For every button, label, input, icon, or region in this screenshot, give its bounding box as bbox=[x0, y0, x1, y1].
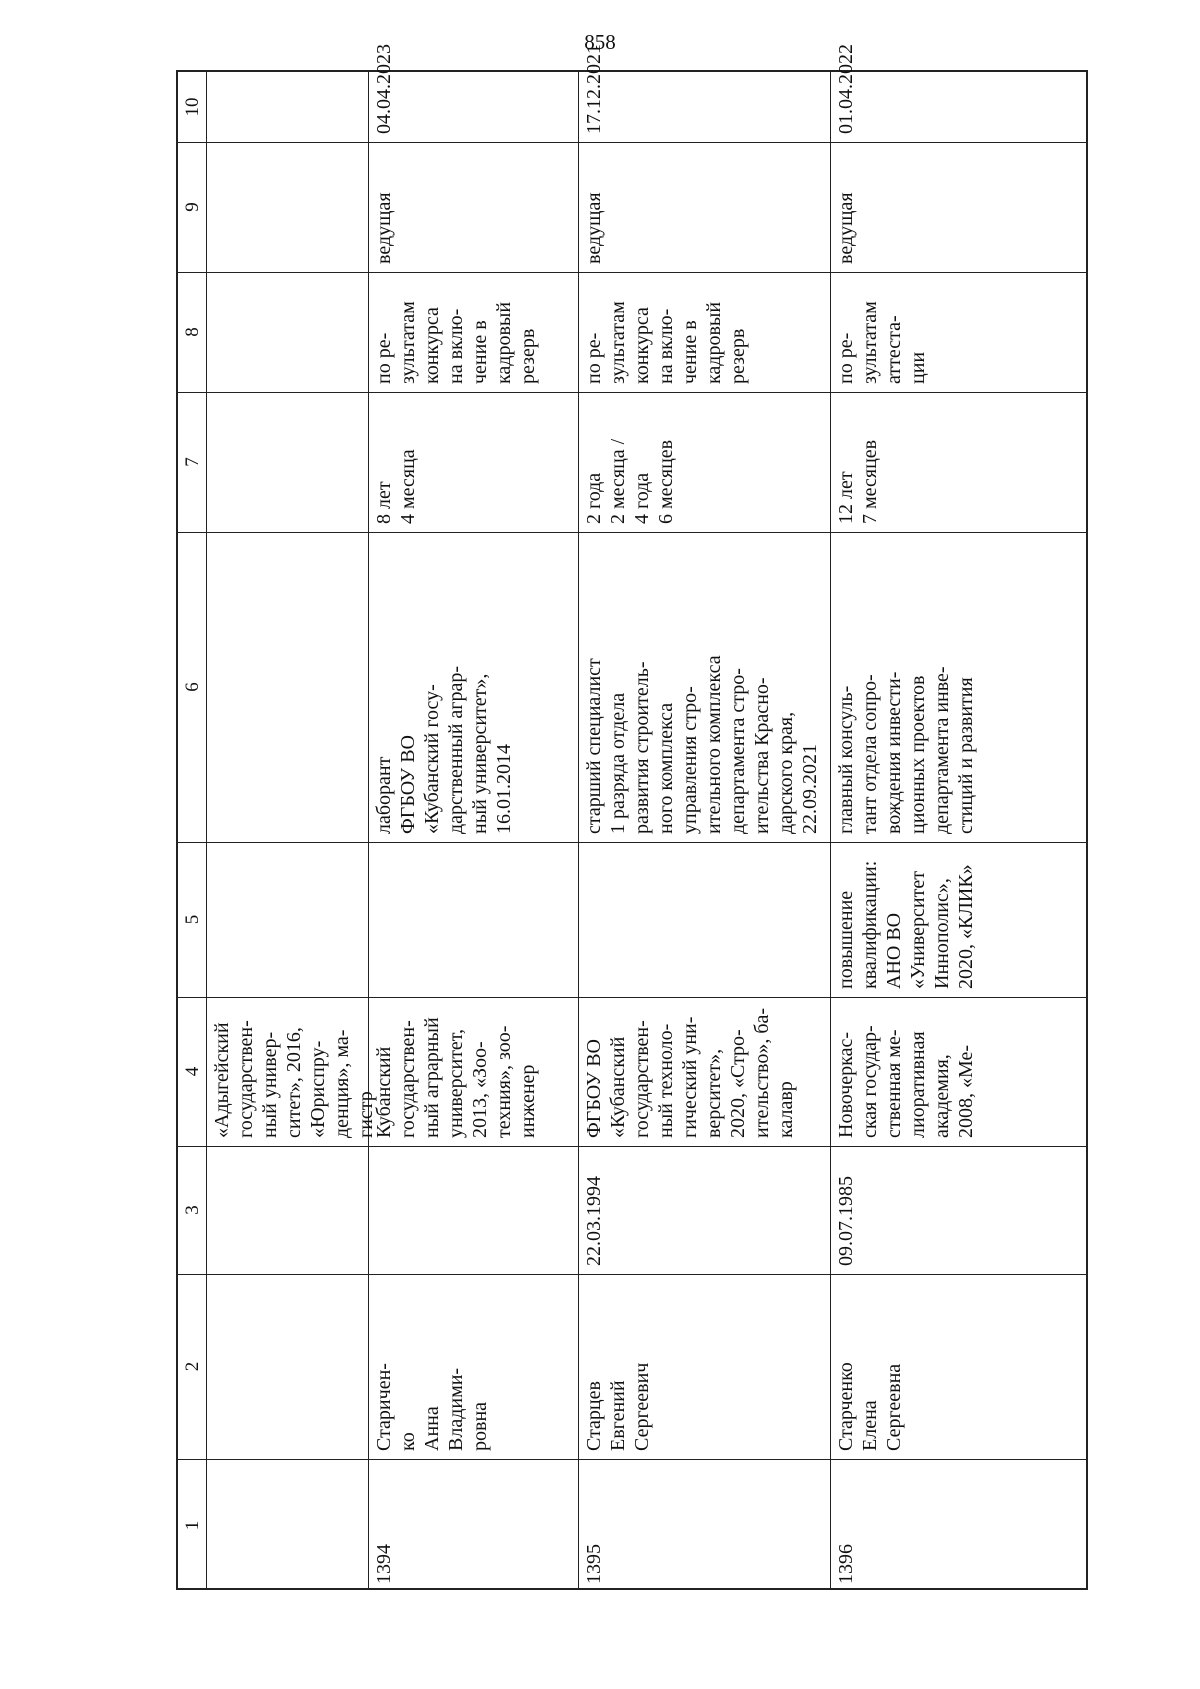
data-table bbox=[176, 44, 1088, 1590]
qualification-cell bbox=[830, 842, 1090, 997]
position: лаборант ФГБОУ ВО «Кубанский госу- дарственный аграр- ный университет», 16.01.2014 bbox=[373, 665, 515, 834]
column-header: 6 bbox=[182, 682, 203, 692]
column-header-cell bbox=[178, 997, 206, 1146]
education: «Адыгейский государствен- ный универ- ситет», 2016, «Юриспру- денция», ма- гистр bbox=[211, 1020, 377, 1138]
column-header-cell bbox=[178, 842, 206, 997]
full-name-cell bbox=[368, 1274, 578, 1459]
position-cell bbox=[830, 532, 1090, 842]
education-cell bbox=[206, 997, 377, 1146]
position-group-cell bbox=[830, 142, 1090, 272]
full-name-cell bbox=[830, 1274, 1090, 1459]
record-number-cell bbox=[578, 1459, 830, 1592]
appointment-basis: по ре- зультатам конкурса на вклю- чение в кадровый резерв bbox=[583, 301, 749, 384]
page-number: 858 bbox=[584, 30, 616, 54]
record-number-cell bbox=[368, 1459, 578, 1592]
birth-date-cell bbox=[578, 1146, 830, 1274]
column-header: 10 bbox=[182, 97, 203, 117]
column-header-cell bbox=[178, 142, 206, 272]
full-name: Старичен- ко Анна Владими- ровна bbox=[373, 1363, 491, 1451]
column-header-cell bbox=[178, 272, 206, 392]
position-group: ведущая bbox=[835, 192, 857, 264]
inclusion-date: 01.04.2022 bbox=[835, 44, 857, 134]
column-header: 9 bbox=[182, 202, 203, 212]
appointment-basis: по ре- зультатам аттеста- ции bbox=[835, 301, 929, 384]
column-header-cell bbox=[178, 72, 206, 142]
column-header: 7 bbox=[182, 457, 203, 467]
education-cell bbox=[830, 997, 1090, 1146]
position-cell bbox=[368, 532, 578, 842]
record-number: 1394 bbox=[373, 1544, 395, 1584]
education: ФГБОУ ВО «Кубанский государствен- ный техноло- гический уни- верситет», 2020, «Стро- ительство», ба- калавр bbox=[583, 1007, 797, 1138]
experience: 2 года 2 месяца / 4 года 6 месяцев bbox=[583, 438, 677, 524]
appointment-basis-cell bbox=[578, 272, 830, 392]
birth-date: 09.07.1985 bbox=[835, 1176, 857, 1266]
record-number-cell bbox=[830, 1459, 1090, 1592]
education: Новочеркас- ская государ- ственная ме- лиоративная академия, 2008, «Ме- bbox=[835, 1025, 977, 1138]
record-number: 1395 bbox=[583, 1544, 605, 1584]
row-divider bbox=[206, 72, 207, 1588]
education-cell bbox=[368, 997, 578, 1146]
column-header-cell bbox=[178, 392, 206, 532]
position-group: ведущая bbox=[373, 192, 395, 264]
record-number: 1396 bbox=[835, 1544, 857, 1584]
column-header: 4 bbox=[182, 1066, 203, 1077]
inclusion-date-cell bbox=[368, 44, 578, 142]
position: старший специалист 1 разряда отдела развития строитель- ного комплекса управления стро- ительного комплекса департамента стро- ительства Красно- дарского края, 22.09.2021 bbox=[583, 655, 821, 834]
birth-date-cell bbox=[830, 1146, 1090, 1274]
full-name: Старченко Елена Сергеевна bbox=[835, 1362, 905, 1451]
experience: 8 лет 4 месяца bbox=[373, 449, 419, 524]
position-cell bbox=[578, 532, 830, 842]
position: главный консуль- тант отдела сопро- вождения инвести- ционных проектов департамента инве- стиций и развития bbox=[835, 666, 977, 834]
inclusion-date-cell bbox=[578, 44, 830, 142]
appointment-basis: по ре- зультатам конкурса на вклю- чение в кадровый резерв bbox=[373, 301, 539, 384]
inclusion-date-cell bbox=[830, 44, 1090, 142]
full-name-cell bbox=[578, 1274, 830, 1459]
experience-cell bbox=[368, 392, 578, 532]
inclusion-date: 04.04.2023 bbox=[373, 44, 395, 134]
appointment-basis-cell bbox=[830, 272, 1090, 392]
column-header: 1 bbox=[182, 1520, 203, 1531]
education: Кубанский государствен- ный аграрный университет, 2013, «Зоо- техния», зоо- инженер bbox=[373, 1017, 539, 1138]
column-header: 3 bbox=[182, 1205, 203, 1215]
column-header: 8 bbox=[182, 327, 203, 337]
column-header-cell bbox=[178, 532, 206, 842]
position-group-cell bbox=[578, 142, 830, 272]
inclusion-date: 17.12.2021 bbox=[583, 44, 605, 134]
birth-date: 22.03.1994 bbox=[583, 1176, 605, 1266]
full-name: Старцев Евгений Сергеевич bbox=[583, 1362, 653, 1451]
position-group: ведущая bbox=[583, 192, 605, 264]
column-header: 2 bbox=[182, 1361, 203, 1372]
column-header: 5 bbox=[182, 914, 203, 925]
column-header-cell bbox=[178, 1274, 206, 1459]
experience: 12 лет 7 месяцев bbox=[835, 439, 881, 524]
education-cell bbox=[578, 997, 830, 1146]
column-header-cell bbox=[178, 1146, 206, 1274]
position-group-cell bbox=[368, 142, 578, 272]
column-header-cell bbox=[178, 1459, 206, 1592]
experience-cell bbox=[578, 392, 830, 532]
appointment-basis-cell bbox=[368, 272, 578, 392]
qualification: повышение квалификации: АНО ВО «Университет Иннополис», 2020, «КЛИК» bbox=[835, 860, 977, 989]
experience-cell bbox=[830, 392, 1090, 532]
